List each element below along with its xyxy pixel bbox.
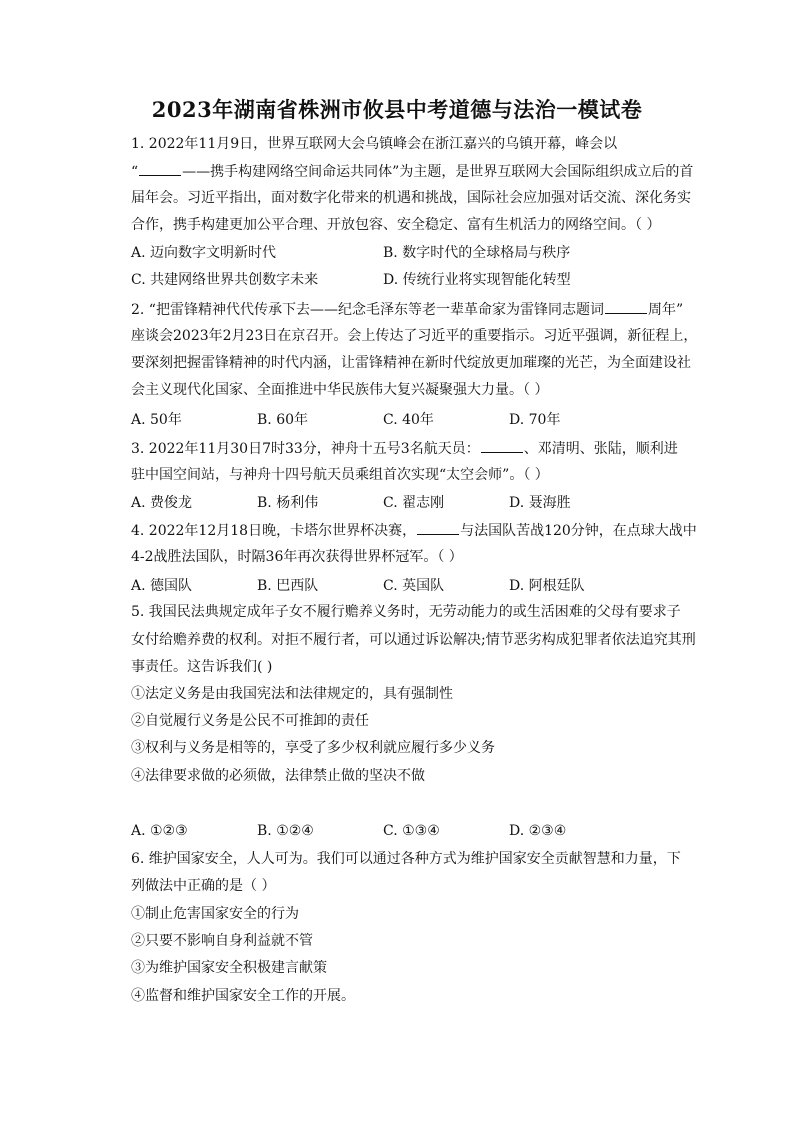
q2-line-1: [131, 301, 683, 319]
q3-option-d[interactable]: D. 聂海胜: [509, 495, 571, 511]
q5-line-1: 5. 我国民法典规定成年子女不履行赡养义务时，无劳动能力的或生活困难的父母有要求子: [131, 604, 681, 620]
q3-line-1-end: 、邓清明、张陆，顺利进: [523, 441, 678, 457]
q1-line-4: 合作，携手构建更加公平合理、开放包容、安全稳定、富有生机活力的网络空间。（ ）: [131, 217, 661, 233]
q2-line-4: 会主义现代化国家、全面推进中华民族伟大复兴凝聚强大力量。（ ）: [131, 382, 549, 398]
page-title: 2023年湖南省株洲市攸县中考道德与法治一模试卷: [151, 97, 643, 122]
q1-line-2-text: ——携手构建网络空间命运共同体”为主题，是世界互联网大会国际组织成立后的首: [182, 164, 694, 180]
q5-option-a[interactable]: A. ①②③: [131, 823, 188, 839]
q6-statement-3: ③为维护国家安全积极建言献策: [131, 960, 327, 976]
q1-blank[interactable]: [139, 163, 181, 176]
q1-line-1: 1. 2022年11月9日，世界互联网大会乌镇峰会在浙江嘉兴的乌镇开幕，峰会以: [131, 136, 618, 152]
q3-option-c[interactable]: C. 翟志刚: [383, 495, 445, 511]
q4-line-1: [131, 522, 697, 540]
q6-line-1: 6. 维护国家安全，人人可为。我们可以通过各种方式为维护国家安全贡献智慧和力量，下: [131, 851, 681, 867]
q1-line-2: [131, 163, 693, 181]
q6-line-2: 列做法中正确的是（ ）: [131, 878, 276, 894]
q2-blank[interactable]: [605, 301, 647, 314]
q1-option-d[interactable]: D. 传统行业将实现智能化转型: [383, 272, 571, 288]
q5-line-3: 事责任。这告诉我们( ): [131, 659, 273, 675]
q4-option-d[interactable]: D. 阿根廷队: [509, 578, 585, 594]
q2-option-a[interactable]: A. 50年: [131, 412, 182, 428]
q3-line-1: [131, 440, 678, 458]
q2-line-1-end: 周年”: [647, 302, 684, 318]
q5-option-d[interactable]: D. ②③④: [509, 823, 567, 839]
q2-option-d[interactable]: D. 70年: [509, 412, 561, 428]
q5-statement-1: ①法定义务是由我国宪法和法律规定的，具有强制性: [131, 686, 453, 702]
q6-statement-2: ②只要不影响自身利益就不管: [131, 933, 313, 949]
q3-line-2: 驻中国空间站，与神舟十四号航天员乘组首次实现“太空会师”。（ ）: [131, 467, 549, 483]
q5-line-2: 女付给赡养费的权利。对拒不履行者，可以通过诉讼解决;情节恶劣构成犯罪者依法追究其刑: [131, 632, 696, 648]
q1-open-quote: “: [131, 164, 139, 180]
q4-option-b[interactable]: B. 巴西队: [257, 578, 319, 594]
q1-option-c[interactable]: C. 共建网络世界共创数字未来: [131, 272, 319, 288]
q5-option-b[interactable]: B. ①②④: [257, 823, 314, 839]
q2-option-c[interactable]: C. 40年: [383, 412, 434, 428]
q5-statement-4: ④法律要求做的必须做，法律禁止做的坚决不做: [131, 768, 425, 784]
q2-line-3: 要深刻把握雷锋精神的时代内涵，让雷锋精神在新时代绽放更加璀璨的光芒，为全面建设社: [131, 355, 691, 371]
q2-line-1-text: 2. “把雷锋精神代代传承下去——纪念毛泽东等老一辈革命家为雷锋同志题词: [131, 302, 604, 318]
q5-statement-3: ③权利与义务是相等的，享受了多少权利就应履行多少义务: [131, 740, 495, 756]
q5-option-c[interactable]: C. ①③④: [383, 823, 440, 839]
q4-line-1-text: 4. 2022年12月18日晚，卡塔尔世界杯决赛，: [131, 523, 417, 539]
q4-line-1-end: 与法国队苦战120分钟，在点球大战中: [460, 523, 697, 539]
q2-line-2: 座谈会2023年2月23日在京召开。会上传达了习近平的重要指示。习近平强调，新征程上，: [131, 328, 698, 344]
q4-option-c[interactable]: C. 英国队: [383, 578, 445, 594]
q5-statement-2: ②自觉履行义务是公民不可推卸的责任: [131, 713, 369, 729]
q3-option-a[interactable]: A. 费俊龙: [131, 495, 193, 511]
q4-blank[interactable]: [417, 522, 459, 535]
q3-blank[interactable]: [481, 440, 523, 453]
q3-line-1-text: 3. 2022年11月30日7时33分，神舟十五号3名航天员：: [131, 441, 480, 457]
q6-statement-1: ①制止危害国家安全的行为: [131, 906, 299, 922]
q4-option-a[interactable]: A. 德国队: [131, 578, 193, 594]
q6-statement-4: ④监督和维护国家安全工作的开展。: [131, 988, 355, 1004]
q4-line-2: 4-2战胜法国队，时隔36年再次获得世界杯冠军。（ ）: [131, 549, 463, 565]
q3-option-b[interactable]: B. 杨利伟: [257, 495, 319, 511]
q1-option-a[interactable]: A. 迈向数字文明新时代: [131, 245, 277, 261]
q1-line-3: 届年会。习近平指出，面对数字化带来的机遇和挑战，国际社会应加强对话交流、深化务实: [131, 190, 691, 206]
q2-option-b[interactable]: B. 60年: [257, 412, 309, 428]
q1-option-b[interactable]: B. 数字时代的全球格局与秩序: [383, 245, 571, 261]
